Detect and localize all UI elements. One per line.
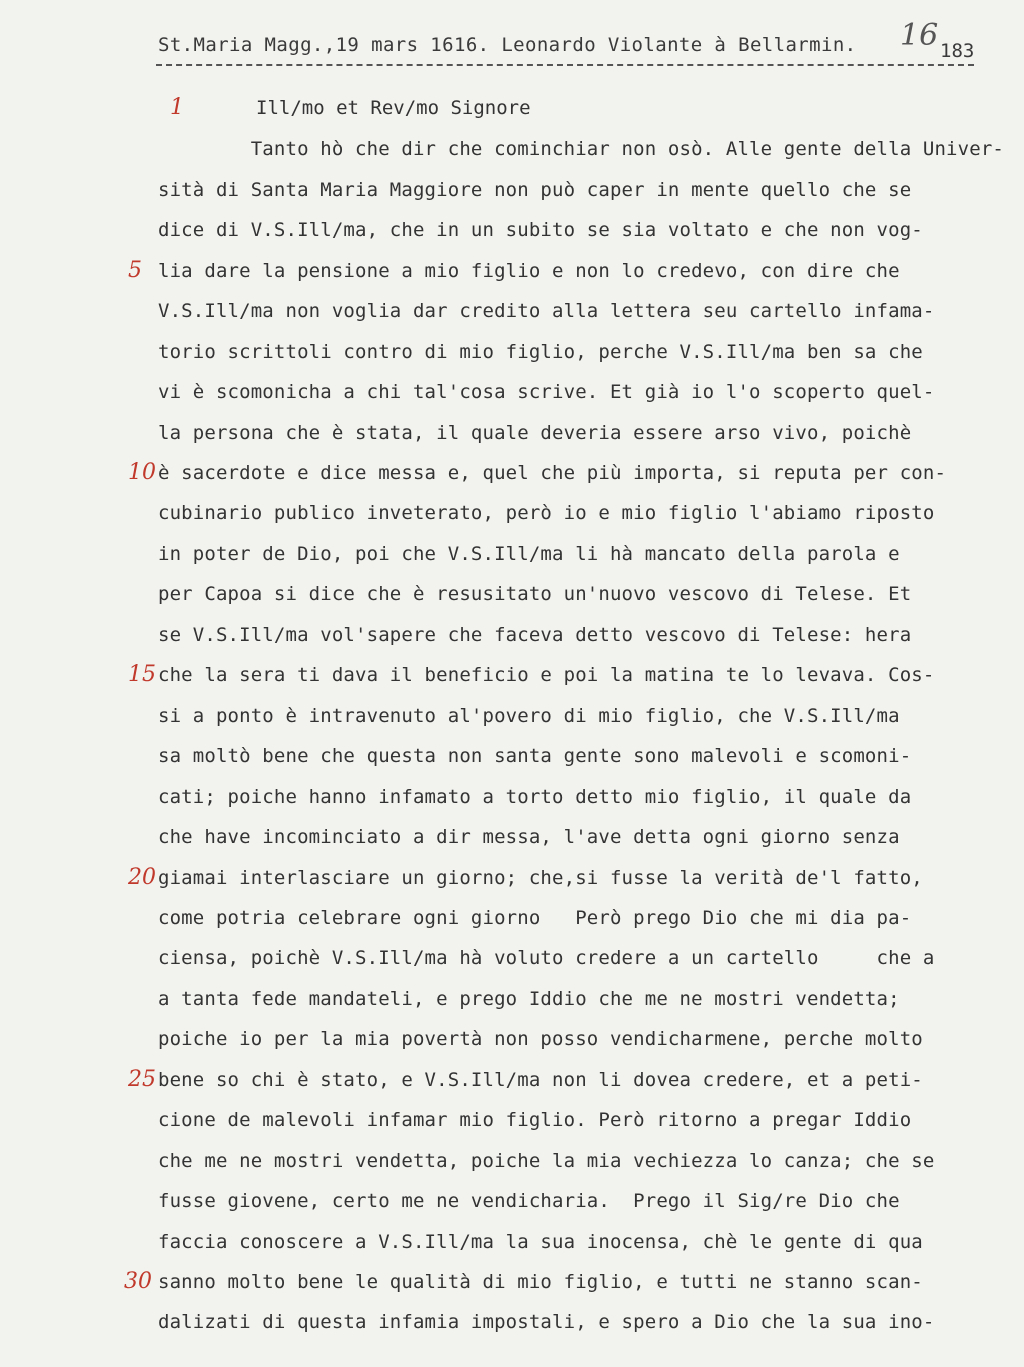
text-line: dalizati di questa infamia impostali, e spero a Dio che la sua ino- (158, 1311, 935, 1333)
page-number: 183 (940, 40, 975, 62)
text-line: fusse giovene, certo me ne vendicharia. Prego il Sig/re Dio che (158, 1190, 900, 1212)
text-line: faccia conoscere a V.S.Ill/ma la sua inocensa, chè le gente di qua (158, 1231, 923, 1253)
text-line: che la sera ti dava il beneficio e poi la matina te lo levava. Cos- (158, 664, 935, 686)
text-line: si a ponto è intravenuto al'povero di mio figlio, che V.S.Ill/ma (158, 705, 900, 727)
text-line: torio scrittoli contro di mio figlio, perche V.S.Ill/ma ben sa che (158, 341, 923, 363)
text-line: la persona che è stata, il quale deveria essere arso vivo, poichè (158, 422, 912, 444)
margin-number: 20 (128, 865, 156, 890)
text-line: cione de malevoli infamar mio figlio. Però ritorno a pregar Iddio (158, 1109, 912, 1131)
text-line: a tanta fede mandateli, e prego Iddio che me ne mostri vendetta; (158, 988, 900, 1010)
text-line: se V.S.Ill/ma vol'sapere che faceva detto vescovo di Telese: hera (158, 624, 912, 646)
margin-number: 15 (128, 662, 156, 687)
text-line: cati; poiche hanno infamato a torto detto mio figlio, il quale da (158, 786, 912, 808)
text-line: per Capoa si dice che è resusitato un'nuovo vescovo di Telese. Et (158, 583, 912, 605)
text-line: che me ne mostri vendetta, poiche la mia vechiezza lo canza; che se (158, 1150, 935, 1172)
header-divider (156, 64, 974, 66)
text-line: sa moltò bene che questa non santa gente sono malevoli e scomoni- (158, 745, 912, 767)
margin-number: 10 (128, 460, 156, 485)
margin-number: 30 (124, 1269, 152, 1294)
text-line: lia dare la pensione a mio figlio e non lo credevo, con dire che (158, 260, 900, 282)
text-line: V.S.Ill/ma non voglia dar credito alla lettera seu cartello infama- (158, 300, 935, 322)
text-line: ciensa, poichè V.S.Ill/ma hà voluto credere a un cartello che a (158, 947, 935, 969)
archive-number: 16 (900, 18, 939, 53)
text-line: che have incominciato a dir messa, l'ave detta ogni giorno senza (158, 826, 900, 848)
margin-number: 25 (128, 1067, 156, 1092)
text-line: sanno molto bene le qualità di mio figlio, e tutti ne stanno scan- (158, 1271, 923, 1293)
text-line: dice di V.S.Ill/ma, che in un subito se sia voltato e che non vog- (158, 219, 923, 241)
text-line: sità di Santa Maria Maggiore non può caper in mente quello che se (158, 179, 912, 201)
text-line: giamai interlasciare un giorno; che,si fusse la verità de'l fatto, (158, 867, 923, 889)
text-line: vi è scomonicha a chi tal'cosa scrive. Et già io l'o scoperto quel- (158, 381, 935, 403)
text-line: bene so chi è stato, e V.S.Ill/ma non li dovea credere, et a peti- (158, 1069, 923, 1091)
text-line: poiche io per la mia povertà non posso vendicharmene, perche molto (158, 1028, 923, 1050)
text-line: in poter de Dio, poi che V.S.Ill/ma li hà mancato della parola e (158, 543, 900, 565)
text-line: cubinario publico inveterato, però io e mio figlio l'abiamo riposto (158, 502, 935, 524)
margin-number: 1 (170, 95, 184, 120)
letter-salutation: Ill/mo et Rev/mo Signore (256, 97, 531, 119)
text-line: Tanto hò che dir che cominchiar non osò. Alle gente della Univer- (158, 138, 1004, 160)
margin-number: 5 (128, 258, 142, 283)
text-line: come potria celebrare ogni giorno Però prego Dio che mi dia pa- (158, 907, 912, 929)
text-line: è sacerdote e dice messa e, quel che più importa, si reputa per con- (158, 462, 947, 484)
document-header: St.Maria Magg.,19 mars 1616. Leonardo Violante à Bellarmin. (158, 34, 857, 56)
